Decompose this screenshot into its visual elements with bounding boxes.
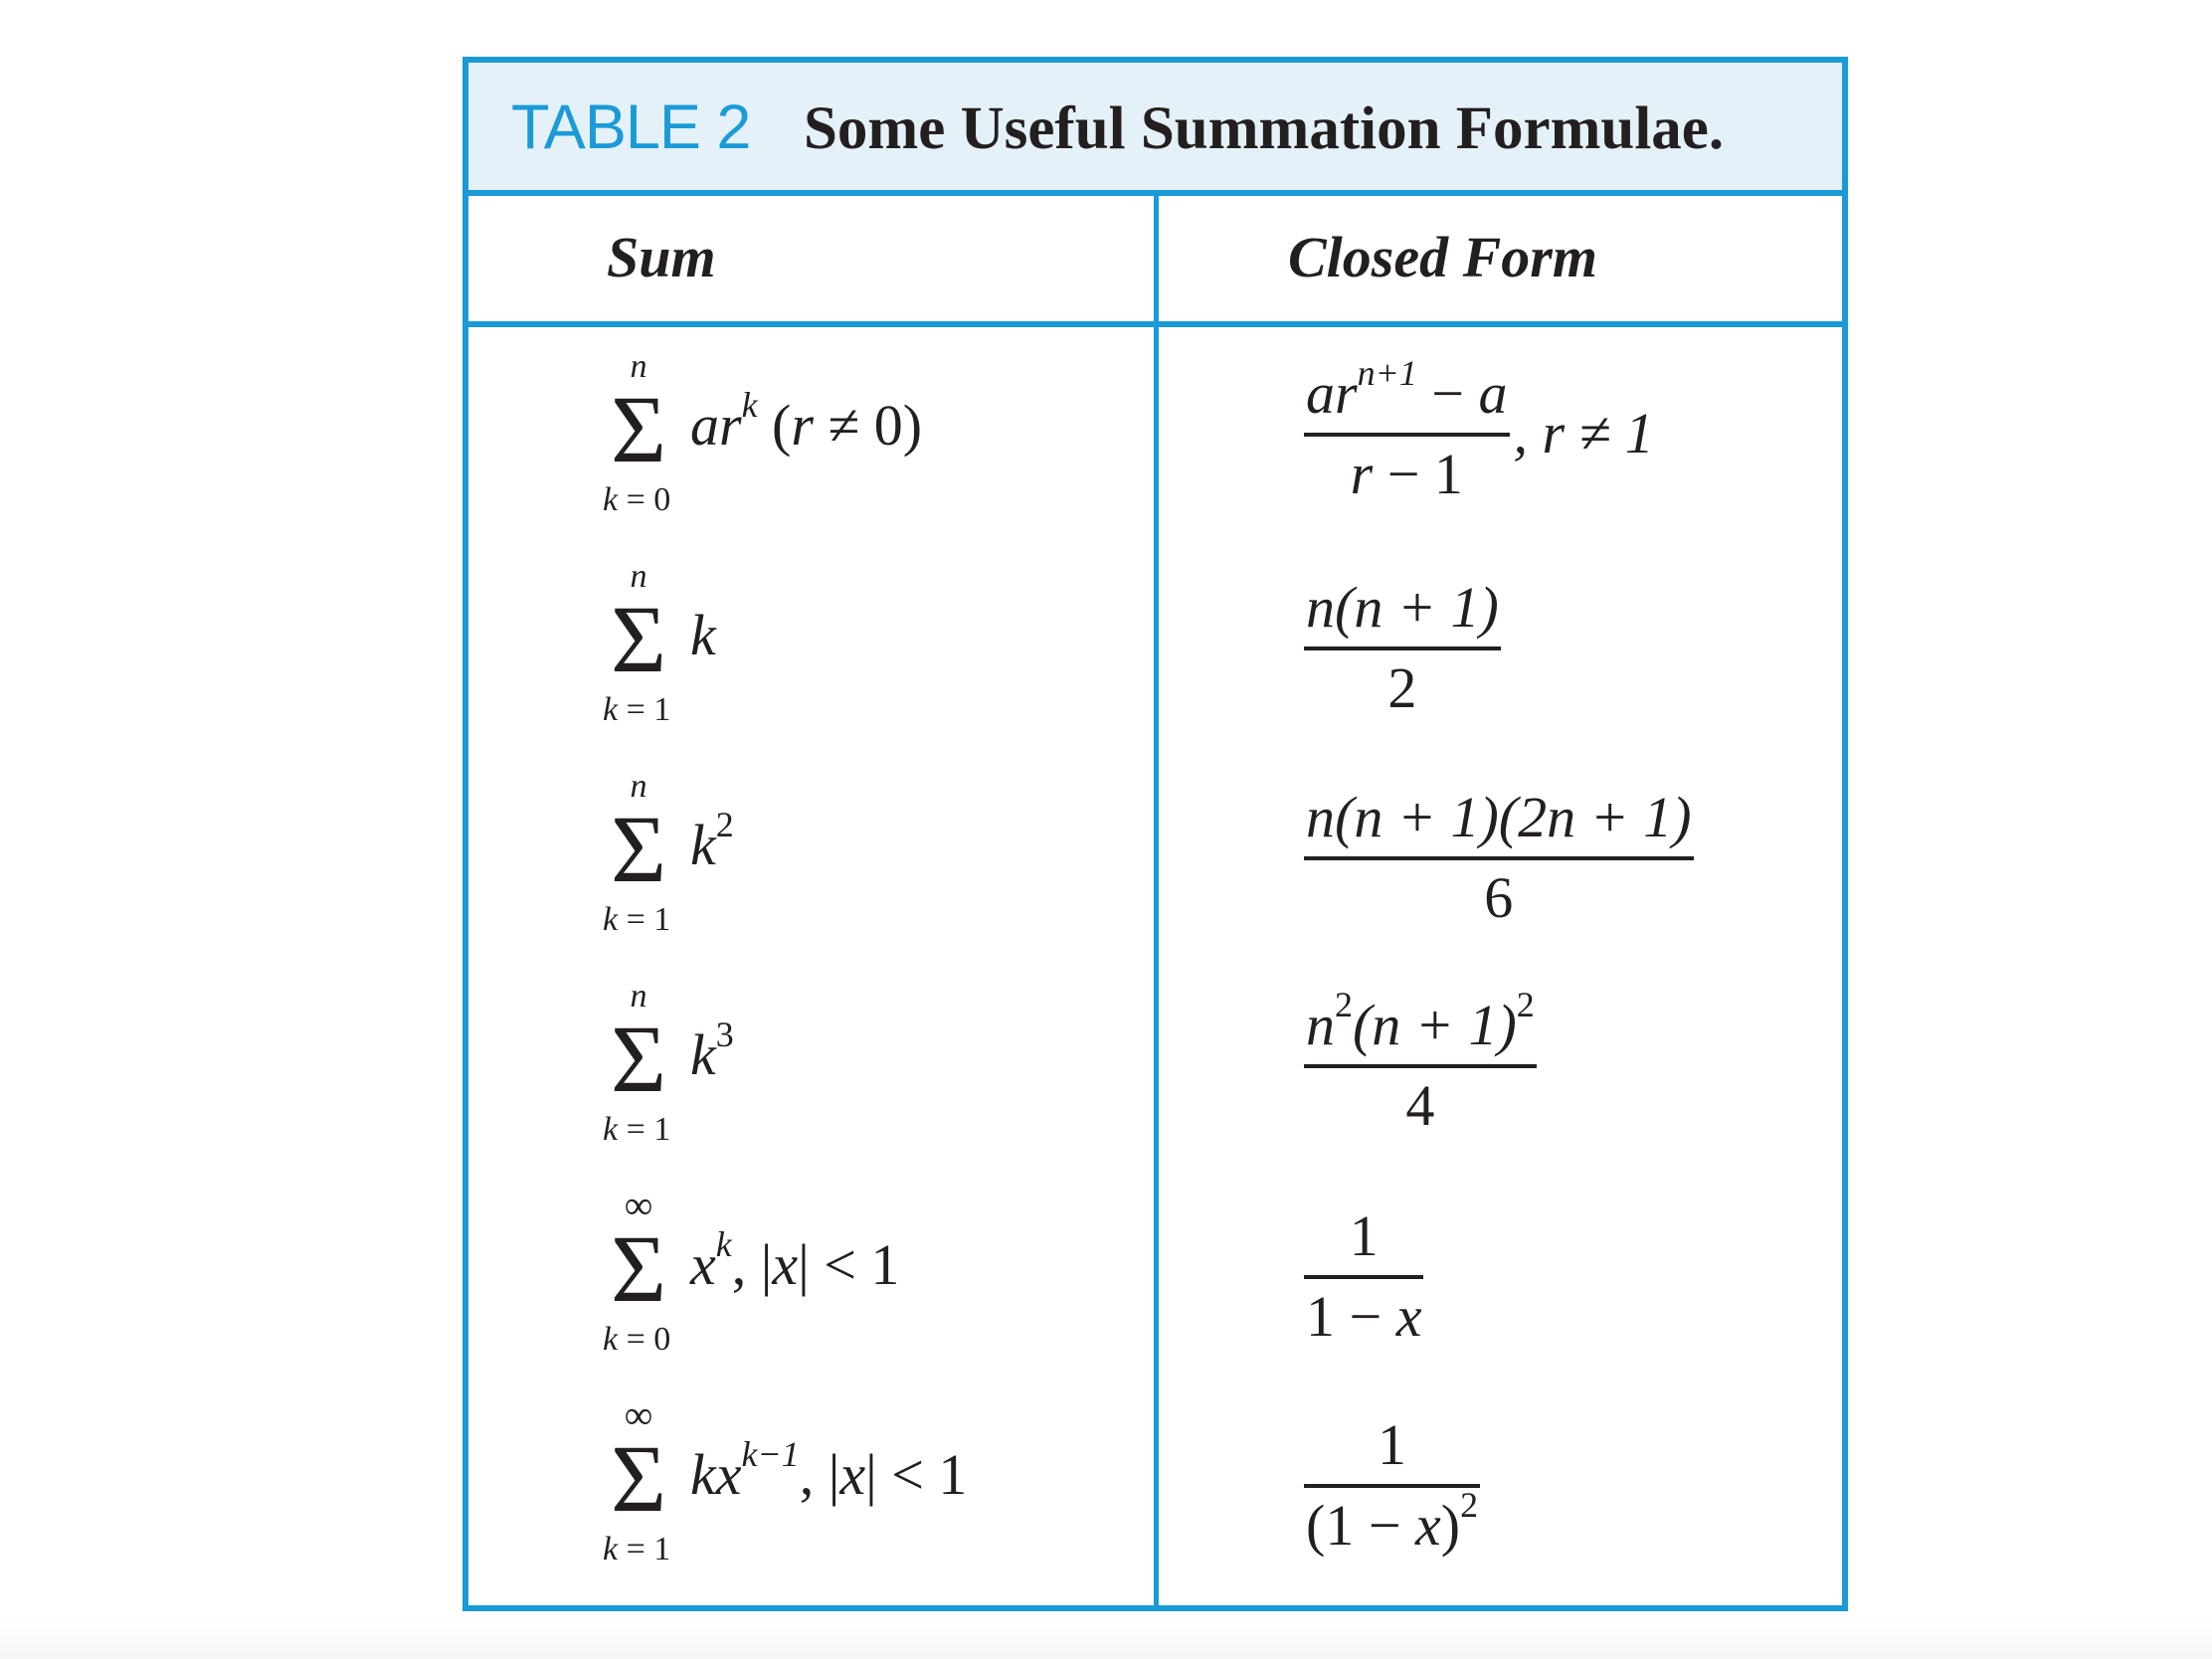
sum-term: $k^3$ <box>690 1014 734 1087</box>
denominator: $(1 - x)^2$ <box>1306 1485 1479 1559</box>
sigma-symbol: Σ <box>611 796 666 902</box>
sigma-symbol: Σ <box>611 1215 666 1322</box>
sum-cell-k-squared <box>603 770 1120 959</box>
denominator: 4 <box>1405 1073 1435 1139</box>
sum-lower-limit: k = 1 <box>603 1111 671 1148</box>
fraction <box>1304 1412 1480 1559</box>
sigma-symbol: Σ <box>611 1425 666 1532</box>
sum-cell-geometric-series <box>603 1183 1120 1379</box>
sigma-symbol: Σ <box>611 376 666 482</box>
condition: , r ≠ 1 <box>1513 401 1654 466</box>
sum-cell-k <box>603 560 1120 749</box>
infinity-icon: ∞ <box>624 1392 653 1437</box>
table-caption <box>468 63 1842 196</box>
numerator: n(n + 1)(2n + 1) <box>1304 788 1694 860</box>
fraction <box>1304 785 1694 931</box>
fraction <box>1304 984 1537 1139</box>
fraction <box>1304 352 1510 507</box>
sum-term: k <box>690 603 716 667</box>
column-divider <box>1154 196 1159 1605</box>
header-rule <box>468 321 1842 327</box>
closed-form-geometric <box>1304 352 1654 513</box>
sum-lower-limit: k = 0 <box>603 1321 671 1358</box>
numerator: 1 <box>1304 1206 1423 1279</box>
column-header-closed-form: Closed Form <box>1288 225 1597 289</box>
sum-cell-derivative-series <box>603 1392 1120 1588</box>
numerator: $ar^{n+1} - a$ <box>1304 364 1510 437</box>
sum-lower-limit: k = 1 <box>603 691 671 728</box>
denominator: 2 <box>1387 655 1417 721</box>
summation-table <box>462 57 1848 1611</box>
numerator: n(n + 1) <box>1304 578 1501 650</box>
denominator: 1 − x <box>1306 1284 1422 1350</box>
sum-lower-limit: k = 1 <box>603 1531 671 1567</box>
sum-term: $x^k$, |x| < 1 <box>690 1223 900 1297</box>
sum-cell-geometric <box>603 350 1120 539</box>
sum-upper-limit: n <box>630 768 647 805</box>
column-header-sum: Sum <box>607 225 716 289</box>
sum-upper-limit: n <box>630 978 647 1014</box>
page-bottom-shadow <box>0 1619 2212 1659</box>
sum-term: $k^2$ <box>690 804 734 877</box>
sum-upper-limit: n <box>630 558 647 595</box>
denominator: 6 <box>1484 865 1514 931</box>
numerator: $n^2(n + 1)^2$ <box>1304 996 1537 1068</box>
sum-cell-k-cubed <box>603 980 1120 1169</box>
sum-upper-limit: n <box>630 348 647 385</box>
table-number-label: TABLE 2 <box>511 92 751 162</box>
closed-form-k <box>1304 575 1501 727</box>
closed-form-derivative-series <box>1304 1412 1480 1565</box>
sum-lower-limit: k = 0 <box>603 481 671 518</box>
fraction <box>1304 1203 1423 1350</box>
sigma-symbol: Σ <box>611 586 666 692</box>
table-title: Some Useful Summation Formulae. <box>804 95 1725 162</box>
closed-form-k-squared <box>1304 785 1694 937</box>
sum-term: $kx^{k-1}$, |x| < 1 <box>690 1433 968 1507</box>
infinity-icon: ∞ <box>624 1183 653 1227</box>
closed-form-geometric-series <box>1304 1203 1423 1356</box>
fraction <box>1304 575 1501 721</box>
closed-form-k-cubed <box>1304 984 1537 1145</box>
sigma-symbol: Σ <box>611 1006 666 1112</box>
sum-term: $ar^k$ (r ≠ 0) <box>690 384 923 458</box>
numerator: 1 <box>1304 1415 1480 1488</box>
denominator: r − 1 <box>1350 442 1463 507</box>
sum-lower-limit: k = 1 <box>603 901 671 938</box>
